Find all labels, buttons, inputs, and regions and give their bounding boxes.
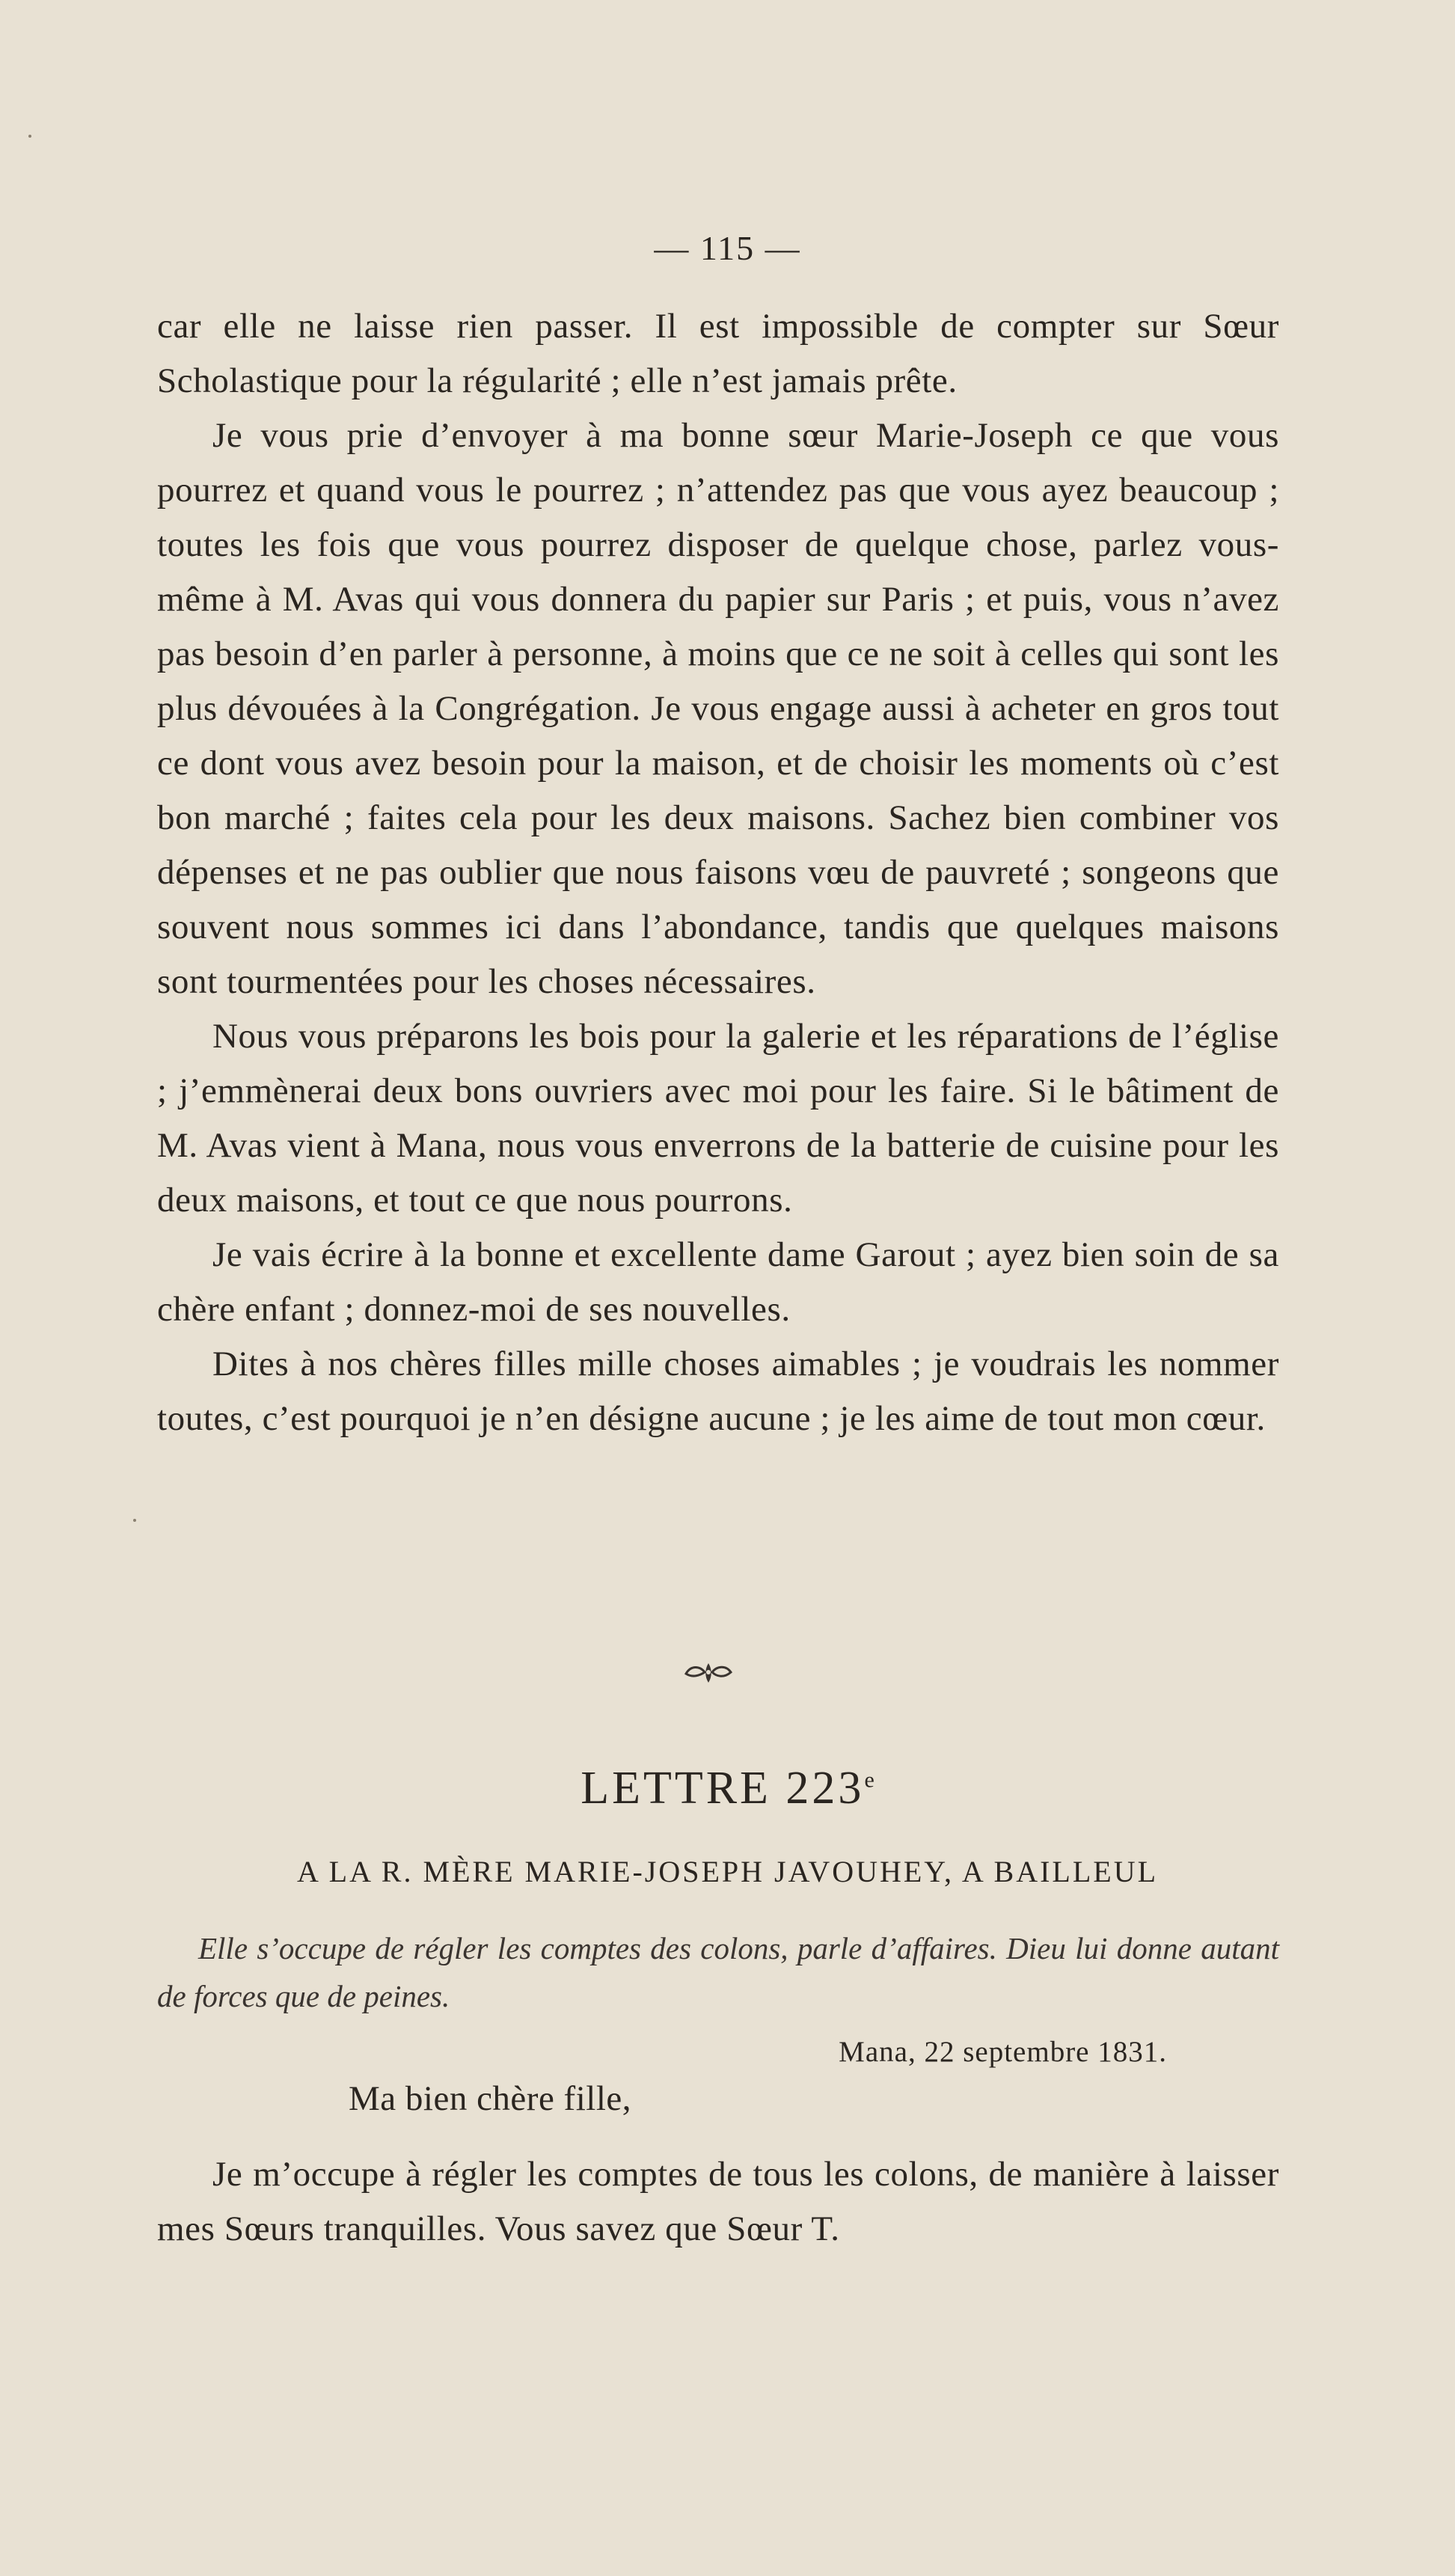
letter-summary: Elle s’occupe de régler les comptes des colons, parle d’affaires. Dieu lui donne autant de forces que de peines. xyxy=(157,1931,1279,2013)
paper-speck xyxy=(133,1519,136,1522)
paragraph: Je m’occupe à régler les comptes de tous les colons, de manière à laisser mes Sœurs tranquilles. Vous savez que Sœur T. xyxy=(157,2155,1279,2248)
paragraph: Nous vous préparons les bois pour la galerie et les réparations de l’église ; j’emmènerai deux bons ouvriers avec moi pour les faire. Si le bâtiment de M. Avas vient à Mana, nous vous enverrons de la batterie de cuisine pour les deux maisons, et tout ce que nous pourrons. xyxy=(157,1017,1279,1220)
letter-title xyxy=(0,1762,1455,1815)
page-number: — 115 — xyxy=(654,229,801,267)
fleuron-icon xyxy=(682,1657,735,1687)
letter-dateline: Mana, 22 septembre 1831. xyxy=(839,2036,1167,2068)
letter-salutation: Ma bien chère fille, xyxy=(349,2079,631,2118)
letter-title-text: LETTRE 223 xyxy=(581,1763,865,1814)
paragraph-continuation: car elle ne laisse rien passer. Il est impossible de compter sur Sœur Scholastique pour la régularité ; elle n’est jamais prête. xyxy=(157,307,1279,400)
letter-addressee: A LA R. MÈRE MARIE-JOSEPH JAVOUHEY, A BAILLEUL xyxy=(296,1855,1159,1888)
letter-title-suffix: e xyxy=(864,1767,874,1793)
paragraph: Je vous prie d’envoyer à ma bonne sœur Marie-Joseph ce que vous pourrez et quand vous le pourrez ; n’attendez pas que vous ayez beaucoup ; toutes les fois que vous pourrez disposer de quelque chose, parlez vous-même à M. Avas qui vous donnera du papier sur Paris ; et puis, vous n’avez pas besoin d’en parler à personne, à moins que ce ne soit à celles qui sont les plus dévouées à la Congrégation. Je vous engage aussi à acheter en gros tout ce dont vous avez besoin pour la maison, et de choisir les moments où c’est bon marché ; faites cela pour les deux maisons. Sachez bien combiner vos dépenses et ne pas oublier que nous faisons vœu de pauvreté ; songeons que souvent nous sommes ici dans l’abondance, tandis que quelques maisons sont tourmentées pour les choses nécessaires. xyxy=(157,416,1279,1001)
paragraph: Dites à nos chères filles mille choses aimables ; je voudrais les nommer toutes, c’est pourquoi je n’en désigne aucune ; je les aime de tout mon cœur. xyxy=(157,1344,1279,1438)
letter-223-body xyxy=(157,2147,1279,2257)
paragraph: Je vais écrire à la bonne et excellente dame Garout ; ayez bien soin de sa chère enfant ; donnez-moi de ses nouvelles. xyxy=(157,1235,1279,1329)
paper-speck xyxy=(28,135,31,138)
letter-222-body xyxy=(157,299,1279,1446)
